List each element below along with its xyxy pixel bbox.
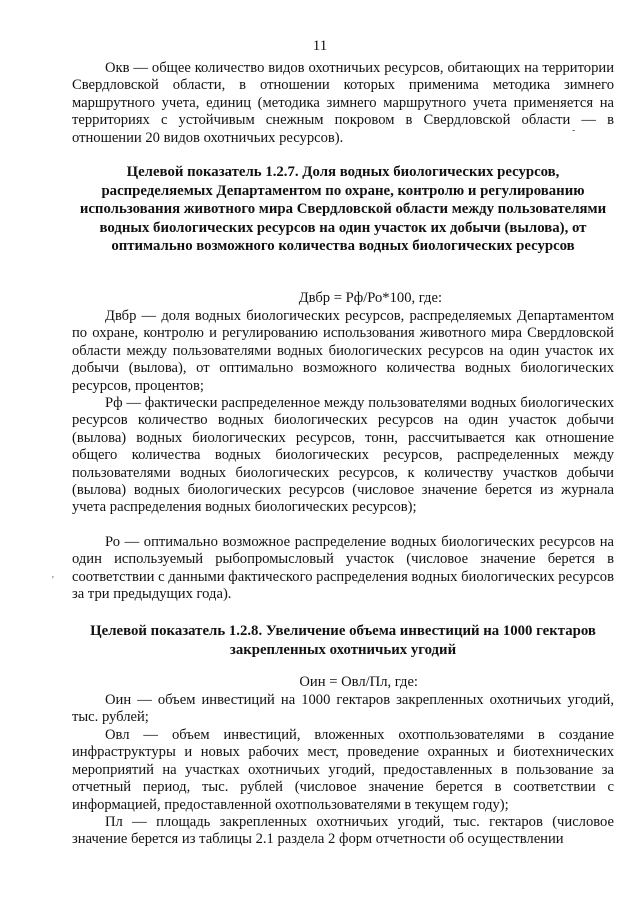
paragraph-ro: Ро — оптимально возможное распределение водных биологических ресурсов на один используемый рыбопромысловый участок (числовое значение берется в соответствии с данными фактического распределения водных биологических ресурсов за три предыдущих года). [72, 534, 614, 603]
paragraph-rf: Рф — фактически распределенное между пользователями водных биологических ресурсов количество водных биологических ресурсов на один участок добычи (вылова) водных биологических ресурсов, тонн, рассчитывается как отношение общего количества водных биологических ресурсов, распределенных между пользователями водных биологических ресурсов, к количеству участков добычи (вылова) водных биологических ресурсов (числовое значение берется из журнала учета распределения водных биологических ресурсов); [72, 395, 614, 516]
paragraph-oin: Оин — объем инвестиций на 1000 гектаров закрепленных охотничьих угодий, тыс. рублей; [72, 692, 614, 726]
heading-indicator-1-2-8: Целевой показатель 1.2.8. Увеличение объема инвестиций на 1000 гектаров закрепленных охотничьих угодий [90, 623, 596, 658]
paragraph-pl: Пл — площадь закрепленных охотничьих угодий, тыс. гектаров (числовое значение берется из таблицы 2.1 раздела 2 форм отчетности об осуществлении [72, 814, 614, 848]
formula-oin: Оин = Овл/Пл, где: [299, 674, 418, 690]
scan-mark: ' [52, 575, 54, 586]
heading-indicator-1-2-7: Целевой показатель 1.2.7. Доля водных биологических ресурсов, распределяемых Департаментом по охране, контролю и регулированию использования животного мира Свердловской области между пользователями водных биологических ресурсов на один участок их добычи (вылова), от оптимально возможного количества водных биологических ресурсов [79, 164, 607, 254]
paragraph-dvbr: Двбр — доля водных биологических ресурсов, распределяемых Департаментом по охране, контролю и регулированию использования животного мира Свердловской области между пользователями водных биологических ресурсов на один участок их добычи (вылова), от оптимально возможного количества водных биологических ресурсов, процентов; [72, 308, 614, 394]
formula-dvbr: Двбр = Рф/Ро*100, где: [298, 290, 442, 306]
page-number: 11 [312, 38, 328, 54]
paragraph-okv: Окв — общее количество видов охотничьих ресурсов, обитающих на территории Свердловской области, в отношении которых применима методика зимнего маршрутного учета, единиц (методика зимнего маршрутного учета применяется на территориях с устойчивым снежным покровом в Свердловской области — в отношении 20 видов охотничьих ресурсов). [72, 60, 614, 146]
scan-mark: - [572, 125, 576, 136]
paragraph-ovl: Овл — объем инвестиций, вложенных охотпользователями в создание инфраструктуры и новых рабочих мест, проведение охранных и биотехнических мероприятий на участках охотничьих угодий, предоставленных в пользование за отчетный период, тыс. рублей (числовое значение берется в соответствии с информацией, предоставленной охотпользователями в текущем году); [72, 727, 614, 813]
